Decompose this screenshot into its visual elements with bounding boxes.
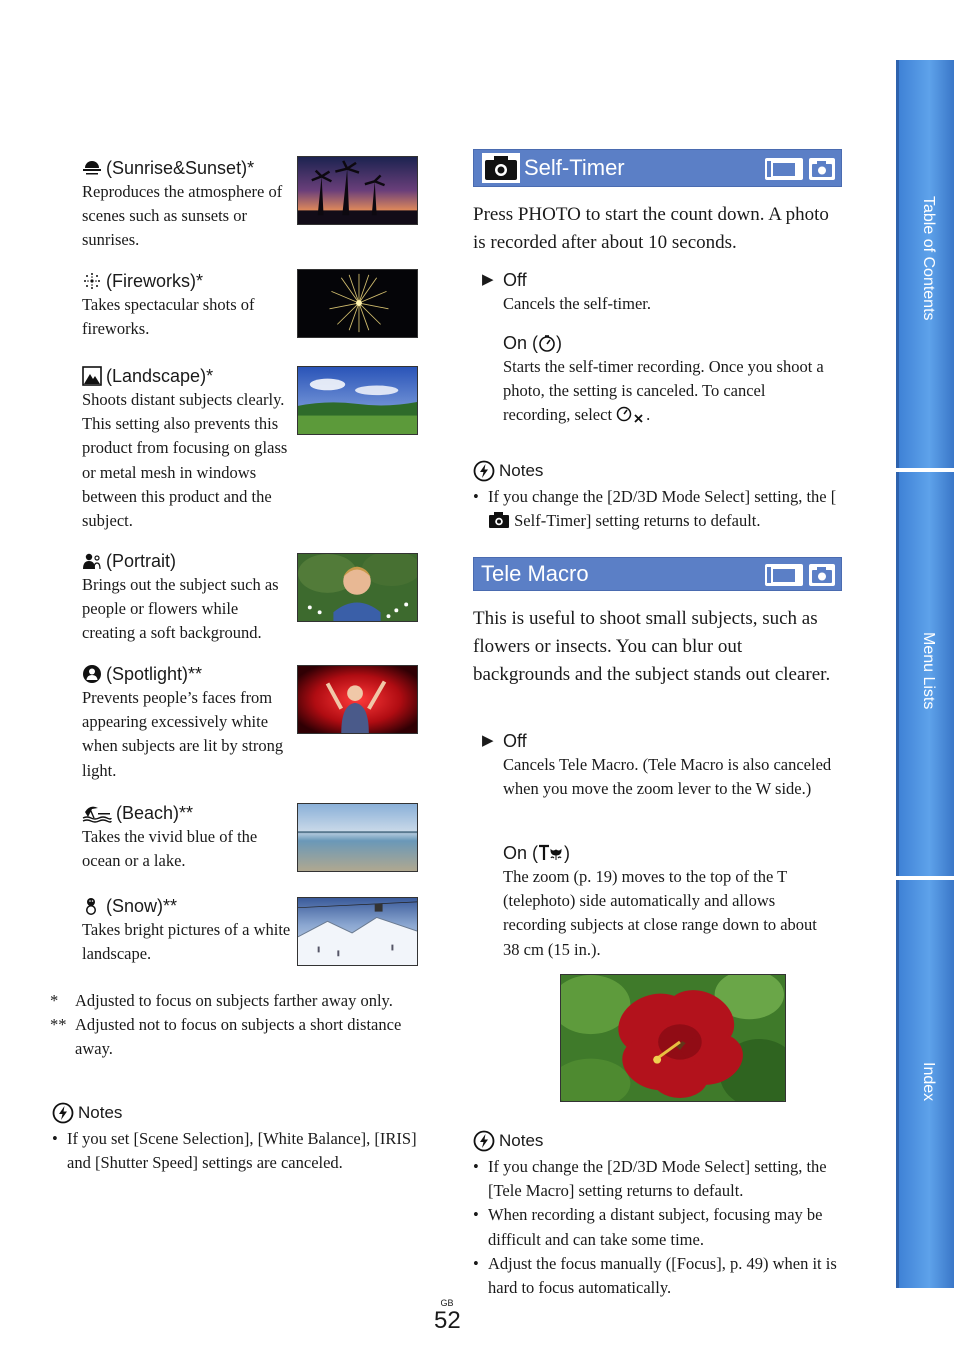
option-description: Cancels the self-timer. (503, 294, 651, 313)
self-timer-header (473, 149, 842, 187)
tele-macro-flower-photo (560, 974, 786, 1102)
option-description: The zoom (p. 19) moves to the top of the T (telephoto) side automatically and allows recording subjects at close range down to about 38 cm (15 in.). (503, 867, 817, 959)
notes-heading: Notes (499, 1131, 544, 1150)
bullet: • (473, 1253, 479, 1273)
fireworks-photo (297, 269, 418, 338)
self-timer-intro: Press PHOTO to start the count down. A photo is recorded after about 10 seconds. (473, 204, 829, 253)
scene-title: (Landscape)* (106, 366, 214, 386)
bullet: • (52, 1129, 58, 1148)
section-title: Tele Macro (481, 561, 589, 586)
self-timer-option-off[interactable] (482, 268, 832, 316)
footnote-single-asterisk (50, 989, 430, 1013)
option-label: On ( (503, 333, 539, 353)
notes-icon (473, 460, 495, 482)
spotlight-icon (82, 664, 102, 684)
tele-macro-option-on[interactable]: On ( ) The zoom (p. 19) moves to the top of the T (telephoto) side automatically and allows recording subjects at close range down to about 38 cm (15 in.). (482, 841, 832, 962)
tele-macro-notes (473, 1129, 845, 1300)
tele-macro-intro: This is useful to shoot small subjects, such as flowers or insects. You can blur out backgrounds and the subject stands out clearer. (473, 608, 831, 685)
portrait-icon (82, 551, 102, 571)
bullet: • (473, 1205, 479, 1225)
footnote-double-asterisk (50, 1013, 430, 1061)
default-marker-icon: ▶ (482, 732, 494, 749)
scene-title: (Fireworks)* (106, 271, 203, 291)
mode-icons (765, 564, 835, 586)
page-number-value: 52 (434, 1307, 461, 1334)
snow-photo (297, 897, 418, 966)
left-notes (52, 1101, 432, 1175)
note-text: If you change the [2D/3D Mode Select] setting, the [ Self-Timer] setting returns to default. (488, 487, 837, 531)
note-text: When recording a distant subject, focusing may be difficult and can take some time. (488, 1205, 823, 1249)
bullet: • (473, 1157, 479, 1176)
notes-heading: Notes (499, 461, 544, 480)
option-label: On ( (503, 843, 539, 863)
tab-table-of-contents[interactable] (896, 60, 954, 468)
landscape-icon (82, 366, 102, 386)
scene-fireworks (82, 269, 422, 341)
tab-label: Table of Contents (920, 196, 937, 321)
tab-label: Menu Lists (920, 632, 937, 710)
list-item (52, 1127, 432, 1175)
scene-snow (82, 894, 422, 966)
movie-mode-icon (765, 564, 803, 586)
tab-index[interactable] (896, 880, 954, 1288)
bullet: • (473, 487, 479, 506)
notes-icon (473, 1130, 495, 1152)
footnotes (50, 989, 430, 1062)
scene-title: (Sunrise&Sunset)* (106, 158, 255, 178)
note-text: If you change the [2D/3D Mode Select] setting, the [Tele Macro] setting returns to default. (488, 1157, 827, 1201)
note-text: If you set [Scene Selection], [White Balance], [IRIS] and [Shutter Speed] settings are canceled. (67, 1129, 417, 1173)
scene-landscape (82, 364, 422, 533)
scene-description: Reproduces the atmosphere of scenes such as sunsets or sunrises. (82, 182, 283, 250)
option-description: Cancels Tele Macro. (Tele Macro is also canceled when you move the zoom lever to the W side.) (503, 755, 832, 799)
option-description: Starts the self-timer recording. Once you shoot a photo, the setting is canceled. To cancel recording, select . (503, 357, 824, 425)
footnote-text: Adjusted not to focus on subjects a short distance away. (75, 1015, 402, 1059)
scene-beach (82, 801, 422, 873)
scene-title: (Portrait) (106, 551, 177, 571)
self-timer-notes (473, 459, 843, 533)
page-region: GB (440, 1298, 454, 1308)
notes-icon (52, 1102, 74, 1124)
scene-description: Shoots distant subjects clearly. This setting also prevents this product from focusing on glass or metal mesh in windows between this product and the subject. (82, 390, 288, 531)
portrait-photo (297, 553, 418, 622)
scene-title: (Snow)** (106, 896, 178, 916)
list-item (473, 1203, 845, 1251)
tele-macro-option-off[interactable] (482, 729, 832, 801)
scene-portrait (82, 549, 422, 646)
scene-spotlight (82, 662, 422, 783)
tele-macro-icon (538, 844, 564, 862)
notes-heading: Notes (78, 1103, 123, 1122)
tab-menu-lists[interactable] (896, 472, 954, 876)
footnote-mark: * (50, 991, 59, 1010)
default-marker-icon: ▶ (482, 271, 494, 288)
self-timer-option-on[interactable]: On ( ) Starts the self-timer recording. Once you shoot a photo, the setting is canceled. To cancel recording, select . (482, 331, 832, 428)
landscape-photo (297, 366, 418, 435)
spotlight-photo (297, 665, 418, 734)
sunrise-sunset-icon (82, 158, 102, 178)
camera-icon (488, 511, 510, 529)
footnote-text: Adjusted to focus on subjects farther away only. (75, 991, 393, 1010)
photo-mode-icon (809, 158, 835, 180)
tab-label: Index (920, 1062, 937, 1102)
camera-icon (482, 153, 520, 183)
page-number (434, 1298, 460, 1334)
scene-description: Takes bright pictures of a white landscape. (82, 920, 291, 964)
option-label: Off (503, 270, 527, 290)
sunset-photo (297, 156, 418, 225)
scene-title: (Spotlight)** (106, 664, 203, 684)
scene-description: Takes spectacular shots of fireworks. (82, 295, 255, 339)
snow-icon (82, 896, 102, 916)
list-item (473, 485, 843, 533)
self-timer-icon (538, 334, 556, 352)
note-text: Adjust the focus manually ([Focus], p. 49) when it is hard to focus automatically. (488, 1253, 837, 1298)
mode-icons (765, 158, 835, 180)
beach-icon (82, 803, 112, 823)
scene-description: Takes the vivid blue of the ocean or a lake. (82, 827, 258, 871)
self-timer-cancel-icon (616, 405, 646, 423)
scene-sunrise-sunset (82, 156, 422, 253)
section-title: Self-Timer (524, 155, 625, 180)
scene-title: (Beach)** (116, 803, 194, 823)
option-label: Off (503, 731, 527, 751)
list-item (473, 1155, 845, 1203)
movie-mode-icon (765, 158, 803, 180)
photo-mode-icon (809, 564, 835, 586)
fireworks-icon (82, 271, 102, 291)
list-item (473, 1252, 845, 1300)
scene-description: Brings out the subject such as people or flowers while creating a soft background. (82, 575, 279, 643)
footnote-mark: ** (50, 1015, 67, 1035)
beach-photo (297, 803, 418, 872)
scene-description: Prevents people’s faces from appearing excessively white when subjects are lit by strong light. (82, 688, 284, 780)
tele-macro-header (473, 557, 842, 591)
